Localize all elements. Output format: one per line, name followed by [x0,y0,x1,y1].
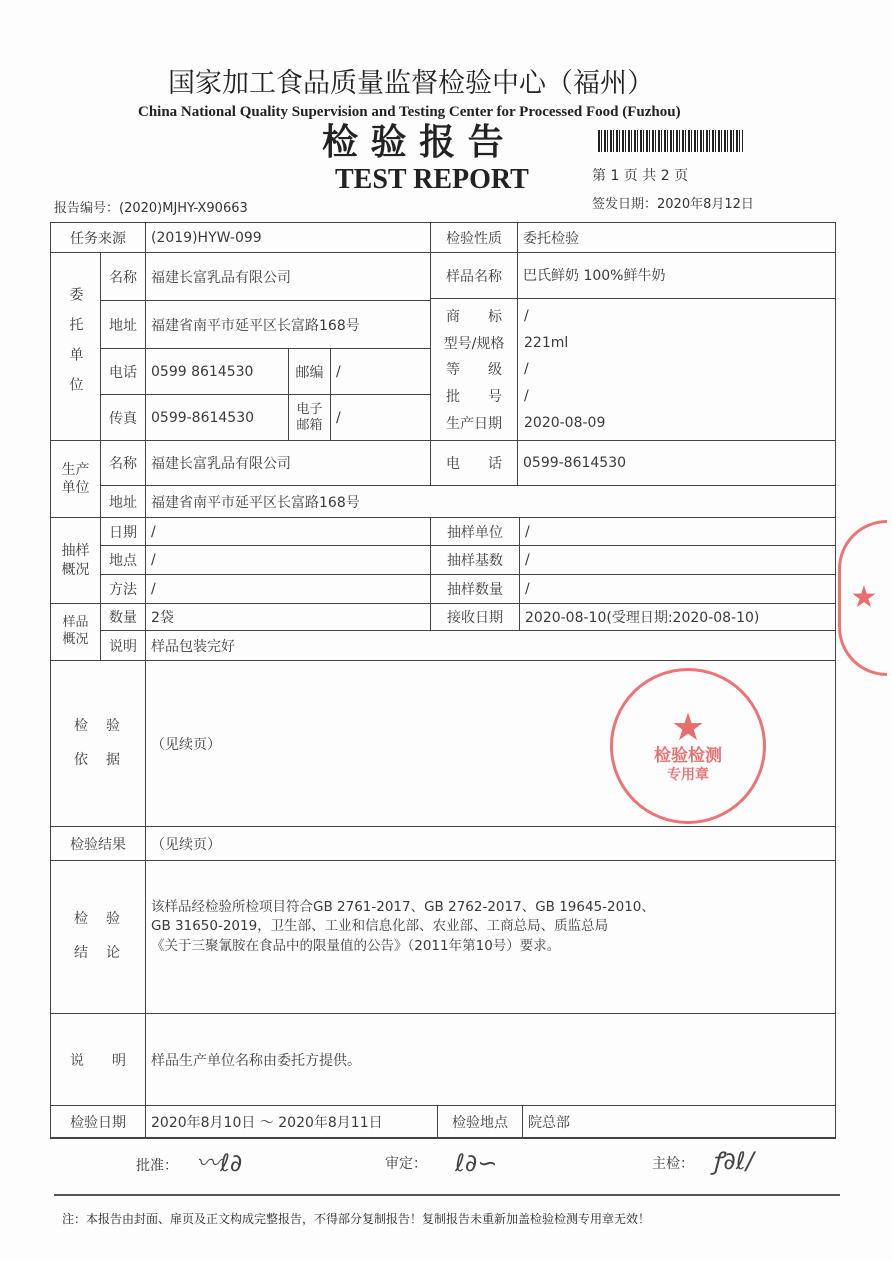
label: 型号/规格 [443,335,505,352]
label: 委托单位 [67,286,84,407]
org-name-en: China National Quality Supervision and Testing Center for Processed Food (Fuzhou) [138,104,681,120]
value: 0599-8614530 [517,440,836,486]
label: 等 级 [446,362,502,379]
label: 电 话 [430,440,518,486]
seal-star: ★ [850,580,878,615]
label: 说明 [100,630,146,661]
value: 样品生产单位名称由委托方提供。 [145,1013,836,1106]
value: / [330,348,431,395]
seal-text: 专用章 [667,766,709,783]
value: 福建长富乳品有限公司 [145,440,431,486]
value: / [519,574,836,604]
label: 地址 [100,485,146,518]
inspect-label: 主检： [652,1156,694,1172]
seal-star: ★ [670,705,706,750]
approve-label: 批准： [136,1158,178,1174]
label: 检验结果 [50,826,146,861]
label: 批 号 [446,389,502,406]
value: 福建长富乳品有限公司 [145,252,431,301]
review-label: 审定： [385,1156,427,1172]
barcode [598,130,743,152]
label: 传真 [100,394,146,441]
product-spec-values [517,298,836,441]
value: / [519,517,836,546]
value: (2019)HYW-099 [145,222,431,253]
value: 巴氏鲜奶 100%鲜牛奶 [517,252,836,299]
label: 说 明 [50,1013,146,1106]
label: 生产日期 [446,415,502,432]
official-seal [610,668,766,824]
value: 0599-8614530 [145,394,289,441]
issue-date: 签发日期：2020年8月12日 [592,197,754,212]
inspect-signature: ꝭ∂ℓ/ [712,1147,754,1175]
client-label [50,252,101,441]
value: / [145,545,431,575]
label: 地点 [100,545,146,575]
divider [54,1194,840,1196]
value: 221ml [524,334,569,351]
label: 任务来源 [50,222,146,253]
value: / [145,517,431,546]
label: 电话 [100,348,146,395]
conclusion-text [145,860,836,1014]
value: 院总部 [522,1105,836,1139]
title-cn: 检 验 报 告 [322,122,504,163]
value: 样品包装完好 [145,630,836,661]
value: / [519,545,836,575]
label: 邮编 [288,348,331,395]
label: 名称 [100,440,146,486]
label: 检验性质 [430,222,518,253]
org-name-cn: 国家加工食品质量监督检验中心（福州） [168,68,654,99]
value: 2020-08-10(受理日期:2020-08-10) [519,603,836,631]
label: 生产单位 [50,440,101,518]
value: / [524,388,529,405]
label: 抽样单位 [430,517,520,546]
value: / [524,361,529,378]
conclusion-line: GB 31650-2019，卫生部、工业和信息化部、农业部、工商总局、质监总局 [151,918,609,935]
value: / [145,574,431,604]
product-spec-labels [430,298,518,441]
label: 数量 [100,603,146,631]
label: 方法 [100,574,146,604]
value: / [330,394,431,441]
value: 委托检验 [517,222,836,253]
value: 2020年8月10日 ～ 2020年8月11日 [145,1105,438,1139]
value: 0599 8614530 [145,348,289,395]
value: 福建省南平市延平区长富路168号 [145,485,836,518]
label: 接收日期 [430,603,520,631]
page-info: 第 1 页 共 2 页 [592,168,689,184]
value: 2020-08-09 [524,414,606,431]
label: 检验地点 [437,1105,523,1139]
label: 样品概况 [50,603,101,661]
label: 样品名称 [430,252,518,299]
conclusion-line: 《关于三聚氰胺在食品中的限量值的公告》（2011年第10号）要求。 [151,937,561,954]
value: / [524,308,529,325]
label: 抽样基数 [430,545,520,575]
label: 商 标 [446,309,502,326]
value: 福建省南平市延平区长富路168号 [145,300,431,349]
label: 抽样概况 [50,517,101,604]
title-en: TEST REPORT [335,164,529,195]
label: 电子邮箱 [288,394,331,441]
label: 日期 [100,517,146,546]
label: 检 验 依 据 [50,660,146,827]
approve-signature: 〰ℓ∂ [196,1149,243,1177]
value: （见续页） [145,660,836,827]
edge-seal [838,520,887,676]
report-number: 报告编号：(2020)MJHY-X90663 [54,201,248,216]
label: 地址 [100,300,146,349]
value: （见续页） [145,826,836,861]
value: 2袋 [145,603,431,631]
label: 抽样数量 [430,574,520,604]
label: 检验日期 [50,1105,146,1139]
label: 检 验 结 论 [50,860,146,1014]
seal-text: 检验检测 [654,746,722,767]
conclusion-line: 该样品经检验所检项目符合GB 2761-2017、GB 2762-2017、GB 19645-2010、 [151,898,655,915]
label: 名称 [100,252,146,301]
footer-note: 注：本报告由封面、扉页及正文构成完整报告，不得部分复制报告！复制报告未重新加盖检验检测专用章无效！ [62,1212,651,1226]
review-signature: ℓ∂∽ [455,1149,498,1177]
